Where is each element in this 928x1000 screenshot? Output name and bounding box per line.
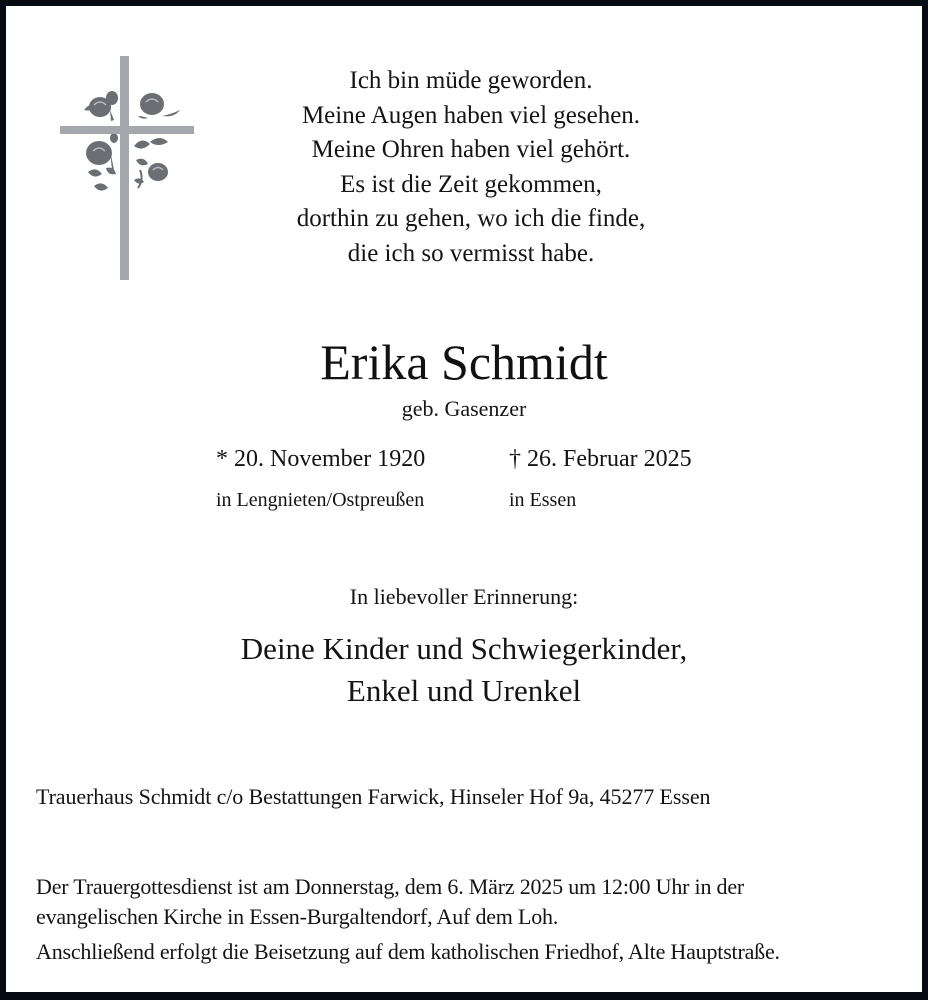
maiden-name: geb. Gasenzer — [401, 396, 527, 421]
deceased-name: Erika Schmidt — [320, 334, 608, 390]
mourners — [6, 628, 922, 712]
mourning-house-address: Trauerhaus Schmidt c/o Bestattungen Farwick, Hinseler Hof 9a, 45277 Essen — [36, 784, 711, 809]
burial-line: Anschließend erfolgt die Beisetzung auf dem katholischen Friedhof, Alte Hauptstraße. — [36, 939, 780, 964]
funeral-service-info — [36, 872, 916, 967]
death-date: † 26. Februar 2025 — [509, 446, 692, 472]
mourners-line: Enkel und Urenkel — [346, 673, 582, 708]
poem-line: die ich so vermisst habe. — [347, 239, 595, 267]
life-dates — [216, 443, 692, 475]
poem-line: Meine Augen haben viel gesehen. — [301, 101, 641, 129]
poem-line: Ich bin müde geworden. — [349, 67, 593, 94]
poem — [236, 64, 706, 271]
birth-date: * 20. November 1920 — [216, 446, 426, 472]
service-line: Der Trauergottesdienst ist am Donnerstag, dem 6. März 2025 um 12:00 Uhr in der — [36, 874, 745, 899]
cross-with-roses-icon — [54, 50, 194, 282]
service-line: evangelischen Kirche in Essen-Burgaltendorf, Auf dem Loh. — [36, 904, 559, 929]
poem-line: dorthin zu gehen, wo ich die finde, — [296, 205, 646, 232]
poem-line: Es ist die Zeit gekommen, — [340, 170, 602, 198]
death-place: in Essen — [509, 489, 577, 511]
memory-intro: In liebevoller Erinnerung: — [349, 584, 579, 609]
birth-place: in Lengnieten/Ostpreußen — [216, 489, 425, 511]
mourners-line: Deine Kinder und Schwiegerkinder, — [240, 631, 688, 666]
life-places — [216, 486, 577, 514]
poem-line: Meine Ohren haben viel gehört. — [311, 136, 631, 163]
obituary-card — [6, 6, 922, 992]
